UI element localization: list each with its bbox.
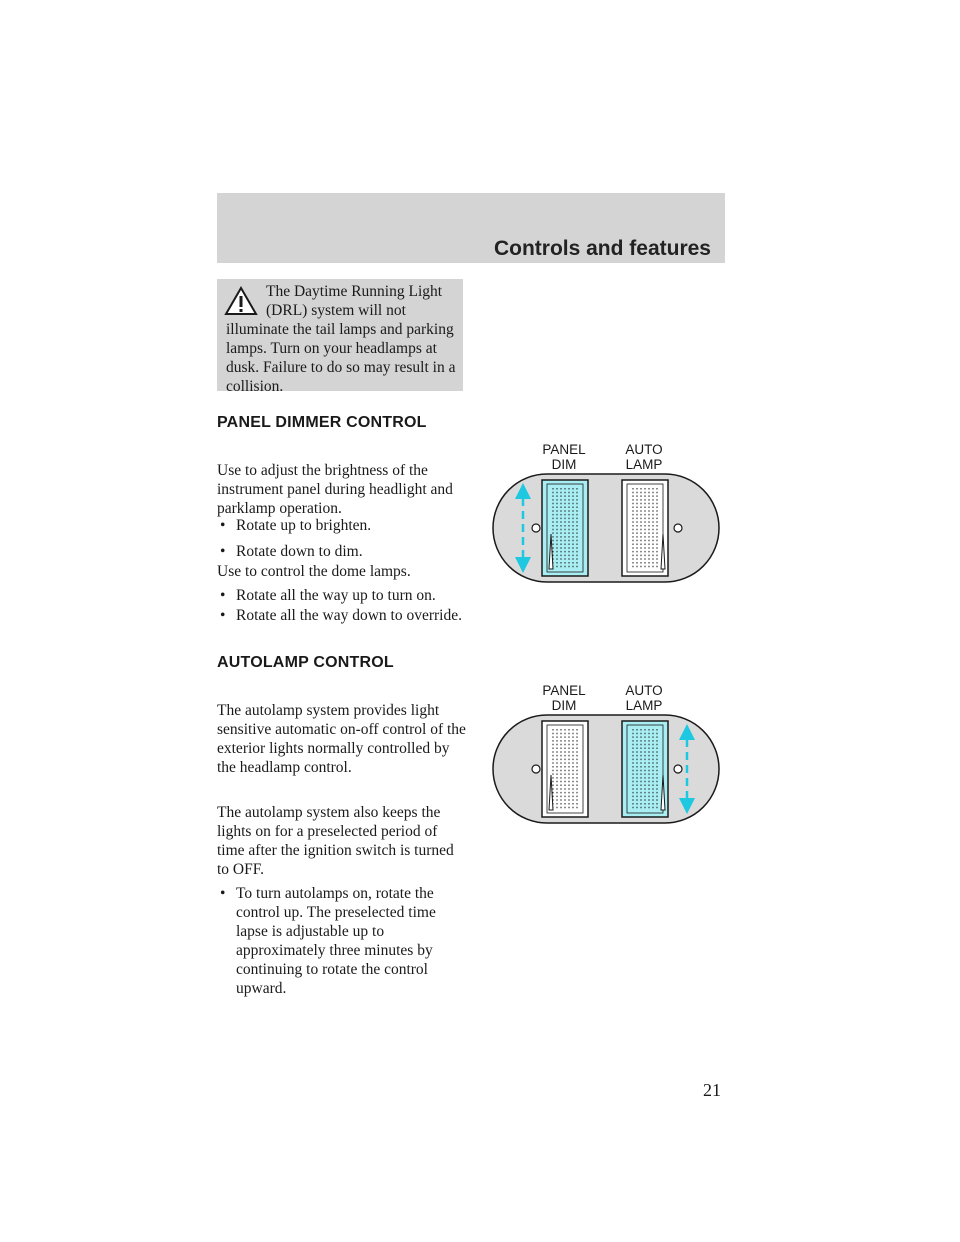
bullet-item	[217, 884, 467, 998]
auto-lamp-label-line2: LAMP	[625, 457, 663, 472]
panel-dim-label-line1: PANEL	[542, 442, 586, 457]
bullet-text: Rotate down to dim.	[236, 543, 363, 560]
bullet-item	[217, 542, 467, 561]
bullet-text: Rotate all the way down to override.	[236, 607, 462, 624]
mount-screw-left	[532, 524, 540, 532]
mount-screw-right	[674, 524, 682, 532]
bullet-dot: •	[220, 587, 226, 604]
bullet-text: Rotate up to brighten.	[236, 517, 372, 534]
bullet-dot: •	[220, 607, 226, 624]
auto-lamp-label-line1: AUTO	[625, 442, 663, 457]
panel-dim-label-line1: PANEL	[542, 683, 586, 698]
mount-screw-right	[674, 765, 682, 773]
panel-dimmer-intro: Use to adjust the brightness of the instrument panel during headlight and parklamp operation.	[217, 462, 453, 517]
auto-lamp-label-line1: AUTO	[625, 683, 663, 698]
page-number: 21	[703, 1080, 721, 1100]
panel-dim-thumbwheel[interactable]	[542, 721, 588, 817]
page-header-title: Controls and features	[493, 237, 711, 260]
mount-screw-left	[532, 765, 540, 773]
header-band	[217, 193, 725, 263]
panel-dim-thumbwheel[interactable]	[542, 480, 588, 576]
bullet-text: Rotate all the way up to turn on.	[236, 587, 436, 604]
dome-intro: Use to control the dome lamps.	[217, 563, 411, 580]
autolamp-figure	[490, 677, 722, 827]
autolamp-para-1: The autolamp system provides light sensitive automatic on-off control of the exterior lights normally controlled by the headlamp control.	[217, 702, 466, 776]
warning-text: The Daytime Running Light (DRL) system will not illuminate the tail lamps and parking lamps. Turn on your headlamps at dusk. Failure to do so may result in a collision.	[226, 283, 456, 395]
warning-box	[217, 279, 463, 395]
bullet-dot: •	[220, 885, 226, 902]
bullet-dot: •	[220, 543, 226, 560]
bullet-item	[217, 586, 467, 605]
panel-dim-label-line2: DIM	[551, 698, 577, 713]
bullet-dot: •	[220, 517, 226, 534]
warning-text-block	[226, 282, 460, 396]
bullet-item	[217, 516, 467, 535]
switch-housing	[493, 474, 719, 582]
panel-dimmer-heading: PANEL DIMMER CONTROL	[217, 414, 427, 431]
autolamp-para-2: The autolamp system also keeps the lights on for a preselected period of time after the ignition switch is turned to OFF.	[217, 804, 454, 878]
panel-dim-label-line2: DIM	[551, 457, 577, 472]
bullet-item	[217, 606, 467, 625]
bullet-text: To turn autolamps on, rotate the control up. The preselected time lapse is adjustable up to approximately three minutes by continuing to rotate the control upward.	[236, 885, 436, 997]
autolamp-heading: AUTOLAMP CONTROL	[217, 654, 394, 671]
auto-lamp-label-line2: LAMP	[625, 698, 663, 713]
panel-dimmer-figure	[490, 436, 722, 586]
